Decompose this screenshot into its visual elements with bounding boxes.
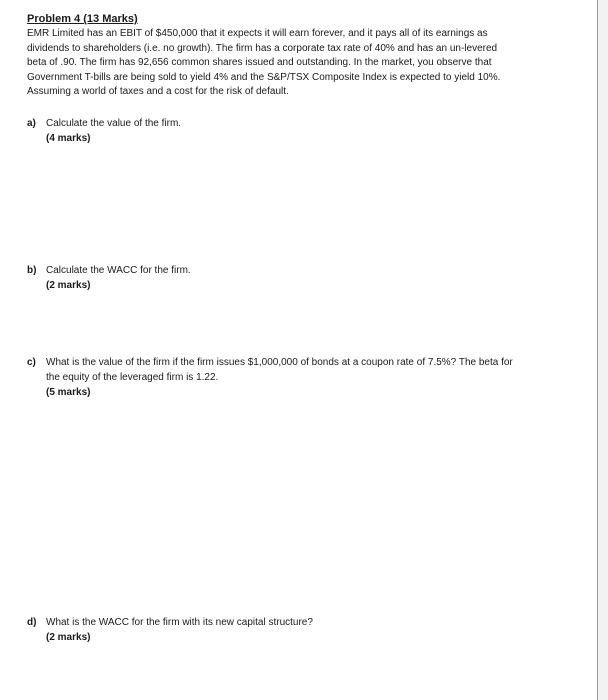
question-line [46, 615, 586, 645]
question-text [46, 355, 586, 400]
question-letter: b) [27, 265, 37, 276]
question-letter: c) [27, 357, 36, 368]
question-line-text: the equity of the leveraged firm is 1.22. [46, 372, 219, 383]
question-text [46, 615, 586, 645]
question-letter: a) [27, 118, 36, 129]
problem-statement-line: EMR Limited has an EBIT of $450,000 that it expects it will earn forever, and it pays all of its earnings as [27, 28, 488, 39]
question-line: What is the value of the firm if the firm issues $1,000,000 of bonds at a coupon rate of 7.5%? The beta for [46, 357, 513, 368]
page-margin-shade [598, 0, 608, 700]
problem-statement [27, 27, 567, 100]
question-line-text: Calculate the WACC for the firm. [46, 265, 191, 276]
question-marks: (4 marks) [46, 133, 91, 144]
question-text [46, 263, 586, 293]
question-marks: (2 marks) [46, 632, 91, 643]
question-line [46, 116, 586, 146]
problem-statement-line: Assuming a world of taxes and a cost for the risk of default. [27, 86, 289, 98]
question-line [46, 263, 586, 293]
question-text [46, 116, 586, 146]
question-line-text: What is the WACC for the firm with its new capital structure? [46, 617, 313, 628]
question-line-text: Calculate the value of the firm. [46, 118, 182, 129]
problem-statement-line: Government T-bills are being sold to yield 4% and the S&P/TSX Composite Index is expected to yield 10%. [27, 71, 501, 83]
problem-title: Problem 4 (13 Marks) [27, 13, 138, 25]
question-line [46, 370, 586, 400]
question-marks: (5 marks) [46, 387, 91, 398]
question-marks: (2 marks) [46, 280, 91, 291]
problem-statement-line: dividends to shareholders (i.e. no growth). The firm has a corporate tax rate of 40% and has an un-levered [27, 42, 498, 54]
problem-statement-line: beta of .90. The firm has 92,656 common shares issued and outstanding. In the market, you observe that [27, 57, 492, 69]
question-letter: d) [27, 617, 37, 628]
